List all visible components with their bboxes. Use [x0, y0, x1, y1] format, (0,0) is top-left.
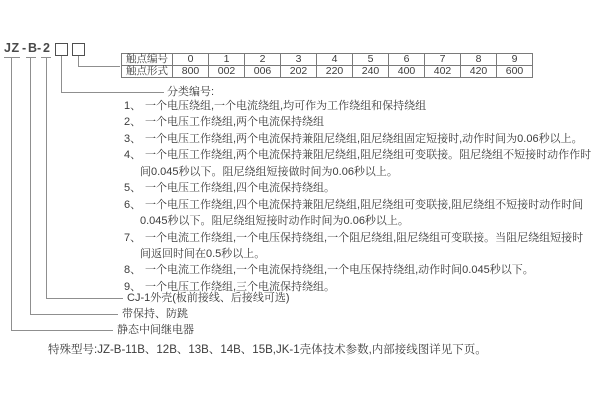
- contact-form-cell: 006: [245, 66, 281, 78]
- contact-form-cell: 202: [281, 66, 317, 78]
- classification-item: [124, 147, 594, 163]
- item-number: 8、: [124, 264, 142, 277]
- contact-number-cell: 3: [281, 54, 317, 66]
- model-digit-2: 2: [43, 41, 51, 55]
- connector-b-to-hold: [31, 58, 119, 315]
- classification-item: [124, 98, 594, 114]
- contact-number-cell: 7: [425, 54, 461, 66]
- classification-title: 分类编号:: [167, 86, 215, 98]
- contact-number-cell: 9: [497, 54, 533, 66]
- item-text: 一个电压绕组,一个电流绕组,均可作为工作绕组和保持绕组: [145, 100, 427, 112]
- contact-number-cell: 4: [317, 54, 353, 66]
- connector-box2-to-table: [79, 56, 121, 67]
- item-number: 9、: [124, 280, 142, 293]
- connector-2-to-case: [47, 58, 124, 299]
- classification-item-continuation: [124, 164, 594, 180]
- item-number: 5、: [124, 182, 142, 195]
- item-number: 3、: [124, 132, 142, 145]
- item-number: 2、: [124, 116, 142, 129]
- classification-item-continuation: [124, 246, 594, 262]
- contact-form-cell: 002: [209, 66, 245, 78]
- contact-form-cell: 800: [173, 66, 209, 78]
- callout-hold-antipump: 带保持、防跳: [122, 308, 188, 320]
- item-number: 4、: [124, 149, 142, 162]
- contact-form-cell: 240: [353, 66, 389, 78]
- contact-form-cell: 420: [461, 66, 497, 78]
- connector-jz-to-relay: [12, 58, 114, 331]
- item-text: 0.045秒以下。阻尼绕组短接时动作时间为0.06秒以上。: [140, 215, 409, 228]
- item-text: 一个电流工作绕组,一个电流保持绕组,一个电压保持绕组,动作时间0.045秒以下。: [145, 264, 534, 277]
- model-dash: -: [37, 41, 42, 55]
- contact-number-cell: 5: [353, 54, 389, 66]
- item-text: 一个电压工作绕组,两个电流保持兼阻尼绕组,阻尼绕组固定短接时,动作时间为0.06秒以上。: [145, 132, 583, 145]
- model-placeholder-box-1: [55, 43, 68, 56]
- contact-number-cell: 2: [245, 54, 281, 66]
- contact-number-cell: 8: [461, 54, 497, 66]
- item-text: 间0.045秒以下。阻尼绕组短接做时间为0.06秒以上。: [140, 165, 398, 178]
- contact-number-cell: 0: [173, 54, 209, 66]
- item-text: 一个电压工作绕组,四个电流保持绕组。: [145, 182, 336, 195]
- item-text: 一个电压工作绕组,两个电流保持兼阻尼绕组,阻尼绕组可变联接。阻尼绕组不短接时动作作时: [145, 149, 592, 162]
- contact-form-cell: 220: [317, 66, 353, 78]
- special-models-note: 特殊型号:JZ-B-11B、12B、13B、14B、15B,JK-1壳体技术参数,内部接线图详见下页。: [48, 344, 487, 356]
- contact-form-cell: 402: [425, 66, 461, 78]
- contact-number-cell: 6: [389, 54, 425, 66]
- classification-item: [124, 230, 594, 246]
- table-row: [122, 66, 533, 78]
- item-number: 6、: [124, 198, 142, 211]
- classification-item-continuation: [124, 213, 594, 229]
- classification-item: [124, 262, 594, 278]
- contact-number-cell: 1: [209, 54, 245, 66]
- item-text: 一个电压工作绕组,两个电流保持绕组: [145, 116, 325, 129]
- classification-item: [124, 131, 594, 147]
- item-number: 7、: [124, 231, 142, 244]
- row-label: 触点编号: [122, 54, 173, 66]
- classification-item: [124, 114, 594, 130]
- model-dash: -: [22, 41, 27, 55]
- contact-form-cell: 600: [497, 66, 533, 78]
- model-letters-jz: JZ: [4, 41, 20, 55]
- classification-item: [124, 197, 594, 213]
- item-number: 1、: [124, 100, 142, 112]
- item-text: 间返回时间在0.5秒以上。: [140, 247, 266, 260]
- model-placeholder-box-2: [72, 43, 85, 56]
- contact-form-cell: 400: [389, 66, 425, 78]
- classification-list: [124, 98, 594, 295]
- contact-table: [121, 53, 533, 78]
- classification-item: [124, 180, 594, 196]
- model-letter-b: B: [28, 41, 38, 55]
- row-label: 触点形式: [122, 66, 173, 78]
- callout-case: CJ-1外壳(板前接线、后接线可选): [127, 292, 290, 304]
- item-text: 一个电压工作绕组,四个电流保持兼阻尼绕组,阻尼绕组可变联接,阻尼绕组不短接时动作时间: [145, 198, 584, 211]
- item-text: 一个电压工作绕组,三个电流保持绕组。: [145, 280, 336, 293]
- table-row: [122, 54, 533, 66]
- callout-static-relay: 静态中间继电器: [117, 324, 194, 336]
- item-text: 一个电流工作绕组,一个电压保持绕组,一个阻尼绕组,阻尼绕组可变联接。当阻尼绕组短接时: [145, 231, 584, 244]
